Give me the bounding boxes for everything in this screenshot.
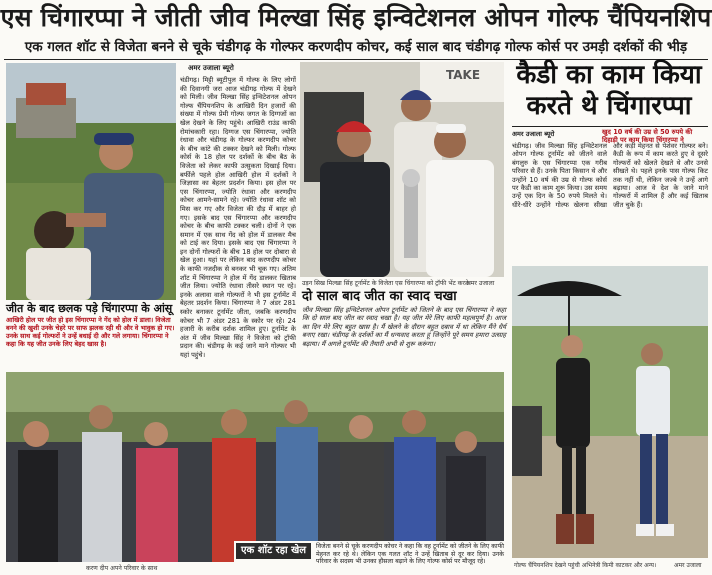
photo-left-caption-text: आखिरी होल पर जीत हो इस चिंगारप्पा ने गेंद को होल में डाला। विजेता बनने की खुशी उनके चेहरे पर साफ झलक रही थी और वे भावुक हो गए। उनके साथ कई गोल्फरों ने उन्हें बधाई दी और गले लगाया। चिंगारप्पा ने कहा कि यह जीत उनके लिए बेहद खास है।	[6, 316, 175, 348]
photo-left-caption-block	[6, 302, 176, 372]
photo-trophy-caption: उड़न सिख मिल्खा सिंह टूर्नामेंट के विजेता एस चिंगारप्पा को ट्रॉफी भेंट करते।	[302, 280, 471, 287]
sidebar-red-intro: खुद 10 वर्ष की उम्र से 50 रुपये की दिहाड़ी पर काम किया चिंगारप्पा ने	[602, 128, 693, 145]
photo-trophy-credit: अमर उजाला	[466, 280, 495, 287]
photo-trophy-ceremony	[300, 62, 504, 277]
sub-headline: एक गलत शॉट से विजेता बनने से चूके चंडीगढ़ के गोल्फर करणदीप कोचर, कई साल बाद चंडीगढ़ गोल्फ कोर्स पर उमड़ी दर्शकों की भीड़	[24, 39, 688, 55]
main-body: चंडीगढ़। मिट्टी ब्यूटीपुल में गोल्फ के लिए लोगों की दिवानगी जरा आज चंडीगढ़ गोल्फ में देखने को मिली। जीव मिल्खा सिंह इन्विटेशनल ओपन गोल्फ चैंपियनशिप के आखिरी दिन हजारों की संख्या में गोल्फ प्रेमी गोल्फ जगत के दिग्गजों का खेल देखने के लिए पहुंचे। आखिरी राउंड काफी रोमांचकारी रहा। दिग्गज एस चिंगारप्पा, ज्योति रंधावा और चंडीगढ़ के गोल्फर करणदीप कोचर के बीच कांटे की टक्कर देखने को मिली। गोल्फ कोर्स के 18 होल पर दर्शकों के बीच बैठ के विजेता को लेकर काफी उत्सुकता दिखाई दिया। बर्फीले पहले होल आखिरी होल में दर्शकों ने जिज्ञासा का बेहतर प्रदर्शन किया। इस होल पर एस चिंगारप्पा, ज्योति रंधावा और करणदीप कोचर आमने-सामने रहे। ज्योति रंधावा शॉट को मिस कर गए और विजेता की दौड़ में बाहर हो गए। इसके बाद एस चिंगारप्पा और करणदीप कोचर के बीच काफी टक्कर चली। दोनों ने एक समान में एक साथ गेंद को होल में डालकर मैच को टाई कर दिया। इसके बाद एस चिंगारप्पा ने इन दोनों गोल्फरों के बीच 18 होल पर दोबारा से खेल हुआ। यहां पर लेकिन बाद करणदीप कोचर के काफी नजदीक से बनकर भी चूक गए। अंतिम शॉट में चिंगारप्पा ने होल में गेंद डालकर खिताब जीत लिया। ज्योति रंधावा तीसरे स्थान पर रहे। इनके अलावा वाले गोल्फरों ने भी इस टूर्नामेंट में बेहतर प्रदर्शन किया। चिंगारप्पा ने 7 अंडर 281 स्कोर बनाकर टूर्नामेंट जीता, जबकि करणदीप कोचर भी 7 अंडर 281 के स्कोर पर रहे। 24 हजारी के करीब दर्शक शामिल हुए। टूर्नामेंट के अंत में जीव मिल्खा सिंह ने विजेता को ट्रॉफी प्रदान की। चंडीगढ़ के कई जाने माने गोल्फर भी यहां पहुंचे।	[180, 76, 296, 359]
sidebar-headline: कैडी का काम किया करते थे चिंगारप्पा	[516, 60, 702, 121]
story2-text: जीव मिल्खा सिंह इन्विटेशनल ओपन टूर्नामेंट को जितने के बाद एस चिंगारप्पा ने कहा कि दो साल बाद जीत का स्वाद चखा है। यह जीत मेरे लिए काफी महत्वपूर्ण है। आज का दिन मेरे लिए बहुत खास है। मैं खेलने के दौरान बहुत दबाव में था लेकिन मैंने धैर्य बनाए रखा। चंडीगढ़ के दर्शकों का मैं धन्यवाद करता हूं जिन्होंने पूरे समय हमारा उत्साह बढ़ाया। मैं अगले टूर्नामेंट की तैयारी अभी से शुरू करूंगा।	[302, 306, 506, 348]
main-headline: एस चिंगारप्पा ने जीती जीव मिल्खा सिंह इन्विटेशनल ओपन गोल्फ चैंपियनशिप	[0, 3, 712, 32]
photo-family-crowd	[6, 372, 504, 562]
main-byline: अमर उजाला ब्यूरो	[188, 64, 234, 72]
shot-box-tag: एक शॉट रहा खेल	[236, 543, 311, 559]
photo-umbrella-credit: अमर उजाला	[674, 562, 702, 569]
sidebar-body: चंडीगढ़। जीव मिल्खा सिंह इन्विटेशनल ओपन गोल्फ टूर्नामेंट को जीतने वाले बंगलुरु के एस चिंगारप्पा एक गरीब परिवार से हैं। उनके पिता किसान थे और उन्होंने 10 वर्ष की उम्र से गोल्फ कोर्स पर कैडी का काम शुरू किया। उस समय उन्हें एक दिन के 50 रुपये मिलते थे। धीरे-धीरे उन्होंने गोल्फ खेलना सीखा और कड़ी मेहनत से पेशेवर गोल्फर बने। कैडी के रूप में काम करते हुए वे दूसरे गोल्फरों को खेलते देखते थे और उनसे सीखते थे। पहले इनके पास गोल्फ किट तक नहीं थी, लेकिन जज्बे ने उन्हें आगे बढ़ाया। आज वे देश के जाने माने गोल्फरों में शामिल हैं और कई खिताब जीत चुके हैं।	[512, 142, 708, 209]
sidebar-rule	[512, 126, 708, 127]
photo-winner-tears	[6, 63, 176, 300]
shot-box-text: विजेता बनने से चूके करणदीप कोचर ने कहा कि वह टूर्नामेंट को जीतने के लिए काफी मेहनत कर रहे थे। लेकिन एक गलत शॉट ने उन्हें खिताब से दूर कर दिया। उनके परिवार के सदस्य भी उनका हौसला बढ़ाने के लिए गोल्फ कोर्स पर मौजूद रहे।	[316, 543, 504, 566]
photo-left-caption-title: जीत के बाद छलक पड़े चिंगारप्पा के आंसू	[6, 302, 173, 315]
photo-celebrity-umbrella	[512, 266, 708, 558]
sidebar-byline: अमर उजाला ब्यूरो	[512, 130, 555, 138]
shot-box	[234, 541, 506, 573]
photo-badge-text: TAKE	[446, 68, 481, 82]
photo-umbrella-caption: गोल्फ चैंपियनशिप देखने पहुंची अभिनेत्री किमी काटकर और अन्य।	[514, 562, 657, 569]
photo-crowd-caption: करण दीप अपने परिवार के साथ	[86, 565, 158, 572]
story2-title: दो साल बाद जीत का स्वाद चखा	[302, 289, 457, 304]
